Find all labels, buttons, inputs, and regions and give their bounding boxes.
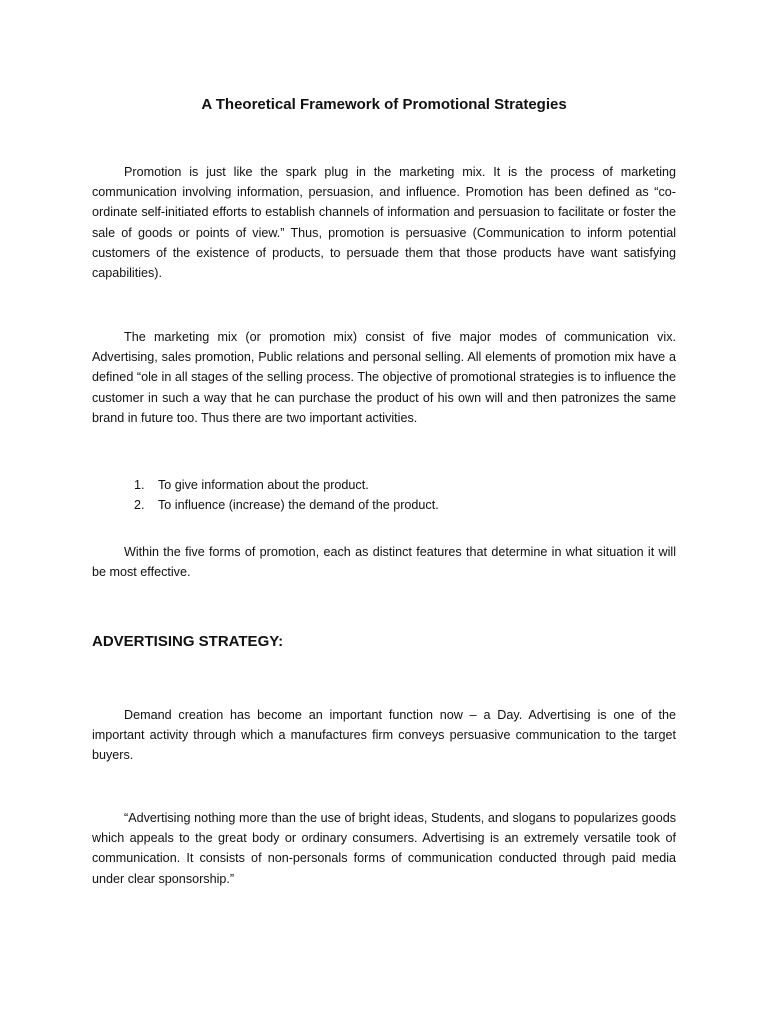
list-item [92,495,676,515]
list-item-number: 1. [134,478,145,492]
document-title: A Theoretical Framework of Promotional Strategies [201,96,567,113]
activities-list [92,475,676,515]
paragraph-promotion-mix: The marketing mix (or promotion mix) consist of five major modes of communication vix. Advertising, sales promotion, Public relations and personal selling. All elements of promotion mix have a defined “ole in all stages of the selling process. The objective of promotional strategies is to influence the customer in such a way that he can purchase the product of his own will and then patronizes the same brand in future too. Thus there are two important activities. [92,330,676,425]
list-item-text: To give information about the product. [158,478,369,492]
list-item-text: To influence (increase) the demand of the product. [158,498,439,512]
list-item-number: 2. [134,498,145,512]
paragraph-promotion-definition: Promotion is just like the spark plug in the marketing mix. It is the process of marketing communication involving information, persuasion, and influence. Promotion has been defined as “co-ordinate self-initiated efforts to establish channels of information and persuasion to facilitate or foster the sale of goods or points of view.” Thus, promotion is persuasive (Communication to inform potential customers of the existence of products, to persuade them that those products have want satisfying capabilities). [92,165,676,281]
section-heading: ADVERTISING STRATEGY: [92,633,284,650]
list-item [92,475,676,495]
paragraph-five-forms: Within the five forms of promotion, each as distinct features that determine in what situation it will be most effective. [92,545,676,580]
paragraph-demand-creation: Demand creation has become an important function now – a Day. Advertising is one of the important activity through which a manufactures firm conveys persuasive communication to the target buyers. [92,708,676,763]
paragraph-advertising-quote: “Advertising nothing more than the use of bright ideas, Students, and slogans to popularizes goods which appeals to the great body or ordinary consumers. Advertising is an extremely versatile took of communication. It consists of non-personals forms of communication conducted through paid media under clear sponsorship.” [92,811,676,886]
